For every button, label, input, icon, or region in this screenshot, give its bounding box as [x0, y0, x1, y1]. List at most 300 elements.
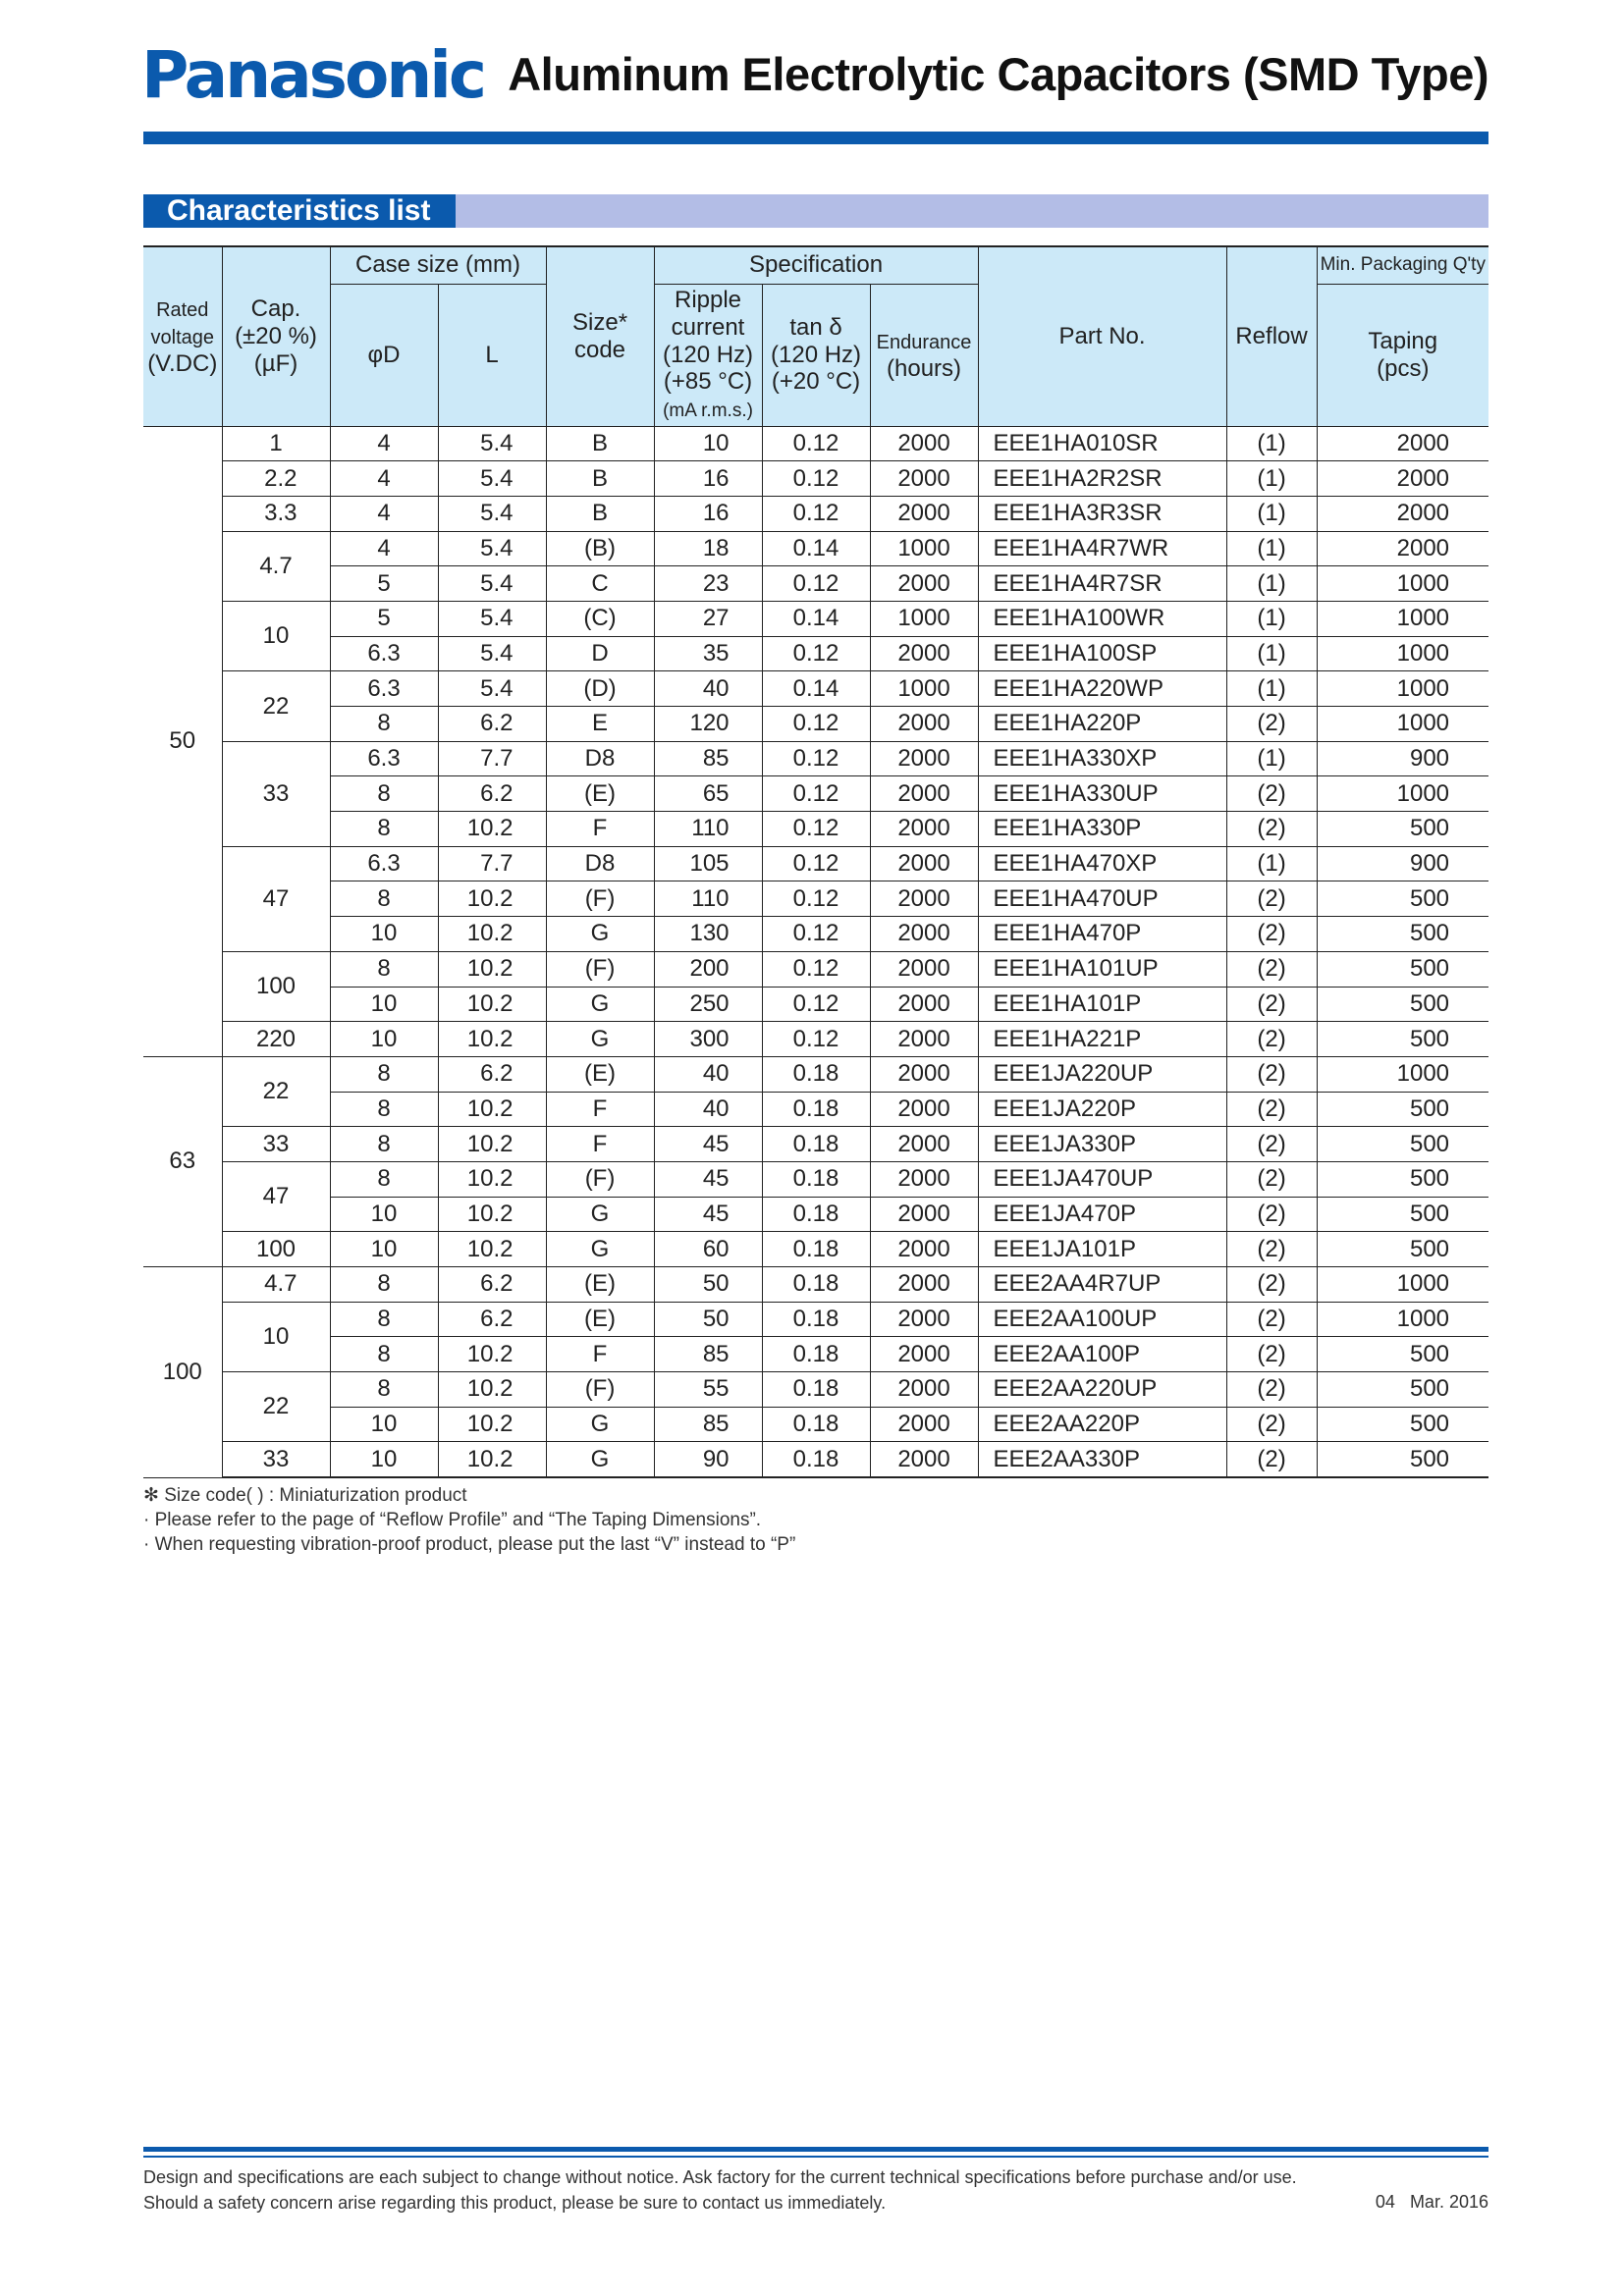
- header-length: L: [438, 284, 546, 426]
- size-code-cell: G: [546, 1022, 654, 1057]
- length-cell: 5.4: [438, 636, 546, 671]
- ripple-current-cell: 40: [654, 1056, 762, 1092]
- endurance-cell: 1000: [870, 671, 978, 707]
- size-code-cell: F: [546, 1127, 654, 1162]
- tan-delta-cell: 0.18: [762, 1302, 870, 1337]
- size-code-cell: F: [546, 1337, 654, 1372]
- phi-d-cell: 10: [330, 1197, 438, 1232]
- capacitance-cell: 4.7: [222, 1267, 330, 1303]
- size-code-cell: G: [546, 1197, 654, 1232]
- reflow-cell: (2): [1226, 1092, 1317, 1127]
- length-cell: 6.2: [438, 1056, 546, 1092]
- rated-voltage-cell: 100: [143, 1267, 222, 1478]
- length-cell: 6.2: [438, 1302, 546, 1337]
- part-number-cell: EEE1HA010SR: [978, 426, 1226, 461]
- note-vibration: · When requesting vibration-proof product, please put the last “V” instead to “P”: [143, 1534, 796, 1555]
- table-row: [143, 951, 1488, 987]
- table-row: [143, 1092, 1488, 1127]
- length-cell: 10.2: [438, 987, 546, 1022]
- part-number-cell: EEE1HA100WR: [978, 601, 1226, 636]
- ripple-current-cell: 120: [654, 707, 762, 742]
- size-code-cell: B: [546, 496, 654, 531]
- taping-qty-cell: 2000: [1317, 426, 1488, 461]
- tan-delta-cell: 0.18: [762, 1056, 870, 1092]
- part-number-cell: EEE2AA4R7UP: [978, 1267, 1226, 1303]
- size-code-cell: D: [546, 636, 654, 671]
- taping-qty-cell: 500: [1317, 987, 1488, 1022]
- header-rated-voltage: Rated voltage (V.DC): [143, 246, 222, 426]
- size-code-cell: (E): [546, 776, 654, 812]
- reflow-cell: (2): [1226, 1161, 1317, 1197]
- tan-delta-cell: 0.18: [762, 1092, 870, 1127]
- length-cell: 6.2: [438, 776, 546, 812]
- reflow-cell: (1): [1226, 601, 1317, 636]
- length-cell: 10.2: [438, 1442, 546, 1477]
- tan-delta-cell: 0.12: [762, 1022, 870, 1057]
- capacitance-cell: 100: [222, 1232, 330, 1267]
- size-code-cell: C: [546, 566, 654, 602]
- document-title: Aluminum Electrolytic Capacitors (SMD Type): [508, 48, 1488, 100]
- phi-d-cell: 8: [330, 1056, 438, 1092]
- tan-delta-cell: 0.12: [762, 846, 870, 881]
- part-number-cell: EEE1HA330UP: [978, 776, 1226, 812]
- table-row: [143, 741, 1488, 776]
- ripple-current-cell: 90: [654, 1442, 762, 1477]
- length-cell: 10.2: [438, 1127, 546, 1162]
- phi-d-cell: 5: [330, 601, 438, 636]
- size-code-cell: (E): [546, 1267, 654, 1303]
- reflow-cell: (1): [1226, 741, 1317, 776]
- size-code-cell: (E): [546, 1302, 654, 1337]
- length-cell: 10.2: [438, 1022, 546, 1057]
- ripple-current-cell: 105: [654, 846, 762, 881]
- taping-qty-cell: 500: [1317, 1372, 1488, 1408]
- tan-delta-cell: 0.12: [762, 951, 870, 987]
- capacitance-cell: 33: [222, 741, 330, 846]
- header-taping: Taping (pcs): [1317, 284, 1488, 426]
- part-number-cell: EEE1JA330P: [978, 1127, 1226, 1162]
- ripple-current-cell: 300: [654, 1022, 762, 1057]
- reflow-cell: (2): [1226, 1337, 1317, 1372]
- part-number-cell: EEE1JA101P: [978, 1232, 1226, 1267]
- capacitance-cell: 10: [222, 1302, 330, 1371]
- length-cell: 10.2: [438, 1197, 546, 1232]
- reflow-cell: (2): [1226, 1022, 1317, 1057]
- size-code-cell: (D): [546, 671, 654, 707]
- ripple-current-cell: 65: [654, 776, 762, 812]
- reflow-cell: (2): [1226, 1372, 1317, 1408]
- reflow-cell: (1): [1226, 566, 1317, 602]
- capacitance-cell: 47: [222, 1161, 330, 1231]
- length-cell: 10.2: [438, 1372, 546, 1408]
- disclaimer-line-2: Should a safety concern arise regarding this product, please be sure to contact us immediately.: [143, 2193, 887, 2213]
- phi-d-cell: 8: [330, 812, 438, 847]
- ripple-current-cell: 45: [654, 1197, 762, 1232]
- table-row: [143, 707, 1488, 742]
- header-capacitance: Cap. (±20 %) (µF): [222, 246, 330, 426]
- tan-delta-cell: 0.12: [762, 426, 870, 461]
- phi-d-cell: 8: [330, 1372, 438, 1408]
- part-number-cell: EEE2AA220P: [978, 1407, 1226, 1442]
- size-code-cell: (F): [546, 951, 654, 987]
- phi-d-cell: 8: [330, 1302, 438, 1337]
- part-number-cell: EEE1HA470P: [978, 917, 1226, 952]
- endurance-cell: 1000: [870, 531, 978, 566]
- tan-delta-cell: 0.18: [762, 1407, 870, 1442]
- reflow-cell: (1): [1226, 846, 1317, 881]
- endurance-cell: 2000: [870, 1127, 978, 1162]
- taping-qty-cell: 500: [1317, 1022, 1488, 1057]
- part-number-cell: EEE1HA101UP: [978, 951, 1226, 987]
- taping-qty-cell: 1000: [1317, 601, 1488, 636]
- part-number-cell: EEE1HA221P: [978, 1022, 1226, 1057]
- length-cell: 10.2: [438, 951, 546, 987]
- ripple-current-cell: 55: [654, 1372, 762, 1408]
- taping-qty-cell: 900: [1317, 741, 1488, 776]
- rated-voltage-cell: 50: [143, 426, 222, 1056]
- part-number-cell: EEE2AA220UP: [978, 1372, 1226, 1408]
- endurance-cell: 2000: [870, 1092, 978, 1127]
- size-code-cell: G: [546, 1442, 654, 1477]
- ripple-current-cell: 45: [654, 1161, 762, 1197]
- size-code-cell: G: [546, 1407, 654, 1442]
- ripple-current-cell: 40: [654, 671, 762, 707]
- table-row: [143, 566, 1488, 602]
- phi-d-cell: 4: [330, 531, 438, 566]
- capacitance-cell: 33: [222, 1127, 330, 1162]
- length-cell: 10.2: [438, 1232, 546, 1267]
- endurance-cell: 2000: [870, 461, 978, 497]
- tan-delta-cell: 0.12: [762, 812, 870, 847]
- table-row: [143, 1372, 1488, 1408]
- ripple-current-cell: 60: [654, 1232, 762, 1267]
- footer-rule: [143, 2147, 1488, 2152]
- section-title: Characteristics list: [143, 194, 456, 228]
- taping-qty-cell: 1000: [1317, 776, 1488, 812]
- taping-qty-cell: 500: [1317, 1407, 1488, 1442]
- phi-d-cell: 8: [330, 951, 438, 987]
- length-cell: 10.2: [438, 812, 546, 847]
- endurance-cell: 2000: [870, 1022, 978, 1057]
- part-number-cell: EEE1HA4R7WR: [978, 531, 1226, 566]
- capacitance-cell: 10: [222, 601, 330, 670]
- tan-delta-cell: 0.18: [762, 1337, 870, 1372]
- ripple-current-cell: 200: [654, 951, 762, 987]
- phi-d-cell: 4: [330, 496, 438, 531]
- taping-qty-cell: 500: [1317, 1232, 1488, 1267]
- ripple-current-cell: 40: [654, 1092, 762, 1127]
- size-code-cell: B: [546, 461, 654, 497]
- length-cell: 10.2: [438, 1407, 546, 1442]
- ripple-current-cell: 45: [654, 1127, 762, 1162]
- panasonic-logo: Panasonic: [141, 37, 485, 113]
- phi-d-cell: 6.3: [330, 846, 438, 881]
- taping-qty-cell: 500: [1317, 1197, 1488, 1232]
- tan-delta-cell: 0.12: [762, 636, 870, 671]
- reflow-cell: (1): [1226, 636, 1317, 671]
- table-row: [143, 1056, 1488, 1092]
- capacitance-cell: 1: [222, 426, 330, 461]
- length-cell: 5.4: [438, 426, 546, 461]
- reflow-cell: (1): [1226, 426, 1317, 461]
- tan-delta-cell: 0.12: [762, 496, 870, 531]
- tan-delta-cell: 0.14: [762, 531, 870, 566]
- taping-qty-cell: 2000: [1317, 531, 1488, 566]
- length-cell: 7.7: [438, 741, 546, 776]
- phi-d-cell: 8: [330, 1267, 438, 1303]
- notes: [143, 1483, 795, 1557]
- tan-delta-cell: 0.12: [762, 987, 870, 1022]
- endurance-cell: 2000: [870, 741, 978, 776]
- header-part-no: Part No.: [978, 246, 1226, 426]
- part-number-cell: EEE1JA470UP: [978, 1161, 1226, 1197]
- length-cell: 6.2: [438, 707, 546, 742]
- endurance-cell: 2000: [870, 1442, 978, 1477]
- issue-date: Mar. 2016: [1409, 2192, 1488, 2212]
- header-specification: Specification: [654, 246, 978, 284]
- endurance-cell: 2000: [870, 1407, 978, 1442]
- taping-qty-cell: 2000: [1317, 461, 1488, 497]
- table-row: [143, 1337, 1488, 1372]
- reflow-cell: (2): [1226, 707, 1317, 742]
- table-row: [143, 1302, 1488, 1337]
- tan-delta-cell: 0.12: [762, 741, 870, 776]
- endurance-cell: 2000: [870, 636, 978, 671]
- size-code-cell: (E): [546, 1056, 654, 1092]
- tan-delta-cell: 0.12: [762, 461, 870, 497]
- endurance-cell: 2000: [870, 1302, 978, 1337]
- rated-voltage-cell: 63: [143, 1056, 222, 1266]
- table-row: [143, 496, 1488, 531]
- disclaimer-line-1: Design and specifications are each subject to change without notice. Ask factory for the current technical specifications before purchase and/or use.: [143, 2167, 1297, 2187]
- ripple-current-cell: 110: [654, 881, 762, 917]
- capacitance-cell: 47: [222, 846, 330, 951]
- length-cell: 6.2: [438, 1267, 546, 1303]
- endurance-cell: 2000: [870, 846, 978, 881]
- header-tan-delta: tan δ (120 Hz) (+20 °C): [762, 284, 870, 426]
- taping-qty-cell: 1000: [1317, 707, 1488, 742]
- endurance-cell: 2000: [870, 426, 978, 461]
- taping-qty-cell: 1000: [1317, 636, 1488, 671]
- reflow-cell: (2): [1226, 1232, 1317, 1267]
- taping-qty-cell: 500: [1317, 951, 1488, 987]
- endurance-cell: 2000: [870, 496, 978, 531]
- taping-qty-cell: 1000: [1317, 671, 1488, 707]
- length-cell: 7.7: [438, 846, 546, 881]
- table-row: [143, 1161, 1488, 1197]
- table-row: [143, 776, 1488, 812]
- taping-qty-cell: 500: [1317, 1442, 1488, 1477]
- ripple-current-cell: 50: [654, 1267, 762, 1303]
- phi-d-cell: 6.3: [330, 636, 438, 671]
- page-number: 04: [1375, 2192, 1395, 2212]
- size-code-cell: (F): [546, 1161, 654, 1197]
- table-row: [143, 461, 1488, 497]
- header-min-packaging: Min. Packaging Q'ty: [1317, 246, 1488, 284]
- note-size-code: ✻ Size code( ) : Miniaturization product: [143, 1485, 467, 1506]
- footer-rule-thin: [143, 2156, 1488, 2158]
- table-row: [143, 987, 1488, 1022]
- reflow-cell: (1): [1226, 671, 1317, 707]
- reflow-cell: (1): [1226, 531, 1317, 566]
- taping-qty-cell: 1000: [1317, 1056, 1488, 1092]
- endurance-cell: 2000: [870, 951, 978, 987]
- phi-d-cell: 6.3: [330, 741, 438, 776]
- length-cell: 10.2: [438, 1337, 546, 1372]
- capacitance-cell: 3.3: [222, 496, 330, 531]
- table-row: [143, 671, 1488, 707]
- header-ripple-current: Ripple current (120 Hz) (+85 °C) (mA r.m.s.): [654, 284, 762, 426]
- reflow-cell: (2): [1226, 917, 1317, 952]
- phi-d-cell: 10: [330, 1232, 438, 1267]
- tan-delta-cell: 0.12: [762, 776, 870, 812]
- taping-qty-cell: 500: [1317, 1127, 1488, 1162]
- phi-d-cell: 6.3: [330, 671, 438, 707]
- capacitance-cell: 4.7: [222, 531, 330, 601]
- ripple-current-cell: 35: [654, 636, 762, 671]
- phi-d-cell: 8: [330, 707, 438, 742]
- ripple-current-cell: 16: [654, 496, 762, 531]
- part-number-cell: EEE1HA470XP: [978, 846, 1226, 881]
- table-body: [143, 426, 1488, 1477]
- phi-d-cell: 8: [330, 1337, 438, 1372]
- table-row: [143, 1232, 1488, 1267]
- capacitance-cell: 33: [222, 1442, 330, 1477]
- table-row: [143, 881, 1488, 917]
- tan-delta-cell: 0.18: [762, 1127, 870, 1162]
- ripple-current-cell: 85: [654, 1337, 762, 1372]
- reflow-cell: (1): [1226, 461, 1317, 497]
- size-code-cell: D8: [546, 846, 654, 881]
- endurance-cell: 2000: [870, 1337, 978, 1372]
- endurance-cell: 2000: [870, 1267, 978, 1303]
- header-phi-d: φD: [330, 284, 438, 426]
- part-number-cell: EEE1JA220UP: [978, 1056, 1226, 1092]
- tan-delta-cell: 0.12: [762, 707, 870, 742]
- part-number-cell: EEE2AA100P: [978, 1337, 1226, 1372]
- reflow-cell: (2): [1226, 987, 1317, 1022]
- tan-delta-cell: 0.18: [762, 1232, 870, 1267]
- endurance-cell: 2000: [870, 776, 978, 812]
- length-cell: 5.4: [438, 671, 546, 707]
- size-code-cell: G: [546, 917, 654, 952]
- tan-delta-cell: 0.18: [762, 1161, 870, 1197]
- tan-delta-cell: 0.14: [762, 671, 870, 707]
- length-cell: 5.4: [438, 601, 546, 636]
- length-cell: 10.2: [438, 881, 546, 917]
- ripple-current-cell: 16: [654, 461, 762, 497]
- tan-delta-cell: 0.18: [762, 1372, 870, 1408]
- capacitance-cell: 22: [222, 1056, 330, 1126]
- size-code-cell: E: [546, 707, 654, 742]
- endurance-cell: 2000: [870, 566, 978, 602]
- ripple-current-cell: 50: [654, 1302, 762, 1337]
- table-row: [143, 1407, 1488, 1442]
- taping-qty-cell: 1000: [1317, 1267, 1488, 1303]
- phi-d-cell: 10: [330, 917, 438, 952]
- endurance-cell: 2000: [870, 707, 978, 742]
- endurance-cell: 2000: [870, 1232, 978, 1267]
- disclaimer: [143, 2164, 1297, 2216]
- size-code-cell: (C): [546, 601, 654, 636]
- reflow-cell: (1): [1226, 496, 1317, 531]
- table-row: [143, 917, 1488, 952]
- taping-qty-cell: 900: [1317, 846, 1488, 881]
- taping-qty-cell: 500: [1317, 812, 1488, 847]
- part-number-cell: EEE1HA4R7SR: [978, 566, 1226, 602]
- taping-qty-cell: 1000: [1317, 1302, 1488, 1337]
- size-code-cell: (F): [546, 881, 654, 917]
- table-row: [143, 1197, 1488, 1232]
- taping-qty-cell: 500: [1317, 1337, 1488, 1372]
- ripple-current-cell: 85: [654, 741, 762, 776]
- part-number-cell: EEE1HA3R3SR: [978, 496, 1226, 531]
- reflow-cell: (2): [1226, 881, 1317, 917]
- reflow-cell: (2): [1226, 1302, 1317, 1337]
- tan-delta-cell: 0.18: [762, 1442, 870, 1477]
- tan-delta-cell: 0.12: [762, 917, 870, 952]
- reflow-cell: (2): [1226, 776, 1317, 812]
- tan-delta-cell: 0.14: [762, 601, 870, 636]
- header-endurance: Endurance (hours): [870, 284, 978, 426]
- size-code-cell: G: [546, 1232, 654, 1267]
- endurance-cell: 2000: [870, 812, 978, 847]
- phi-d-cell: 8: [330, 1127, 438, 1162]
- ripple-current-cell: 10: [654, 426, 762, 461]
- part-number-cell: EEE2AA330P: [978, 1442, 1226, 1477]
- part-number-cell: EEE1JA220P: [978, 1092, 1226, 1127]
- phi-d-cell: 4: [330, 461, 438, 497]
- tan-delta-cell: 0.18: [762, 1267, 870, 1303]
- endurance-cell: 2000: [870, 1056, 978, 1092]
- length-cell: 10.2: [438, 917, 546, 952]
- taping-qty-cell: 500: [1317, 1092, 1488, 1127]
- phi-d-cell: 8: [330, 1092, 438, 1127]
- ripple-current-cell: 27: [654, 601, 762, 636]
- table-row: [143, 1022, 1488, 1057]
- endurance-cell: 2000: [870, 917, 978, 952]
- table-row: [143, 846, 1488, 881]
- size-code-cell: (B): [546, 531, 654, 566]
- taping-qty-cell: 500: [1317, 917, 1488, 952]
- ripple-current-cell: 18: [654, 531, 762, 566]
- reflow-cell: (2): [1226, 1056, 1317, 1092]
- endurance-cell: 2000: [870, 881, 978, 917]
- length-cell: 5.4: [438, 531, 546, 566]
- page-info: [1376, 2192, 1488, 2213]
- phi-d-cell: 10: [330, 1022, 438, 1057]
- length-cell: 10.2: [438, 1161, 546, 1197]
- phi-d-cell: 10: [330, 987, 438, 1022]
- taping-qty-cell: 500: [1317, 881, 1488, 917]
- table-row: [143, 601, 1488, 636]
- table-row: [143, 812, 1488, 847]
- part-number-cell: EEE1HA220WP: [978, 671, 1226, 707]
- tan-delta-cell: 0.12: [762, 566, 870, 602]
- ripple-current-cell: 85: [654, 1407, 762, 1442]
- reflow-cell: (2): [1226, 812, 1317, 847]
- part-number-cell: EEE1HA2R2SR: [978, 461, 1226, 497]
- tan-delta-cell: 0.18: [762, 1197, 870, 1232]
- header-reflow: Reflow: [1226, 246, 1317, 426]
- reflow-cell: (2): [1226, 1442, 1317, 1477]
- ripple-current-cell: 23: [654, 566, 762, 602]
- length-cell: 5.4: [438, 566, 546, 602]
- taping-qty-cell: 2000: [1317, 496, 1488, 531]
- phi-d-cell: 8: [330, 1161, 438, 1197]
- capacitance-cell: 220: [222, 1022, 330, 1057]
- phi-d-cell: 10: [330, 1442, 438, 1477]
